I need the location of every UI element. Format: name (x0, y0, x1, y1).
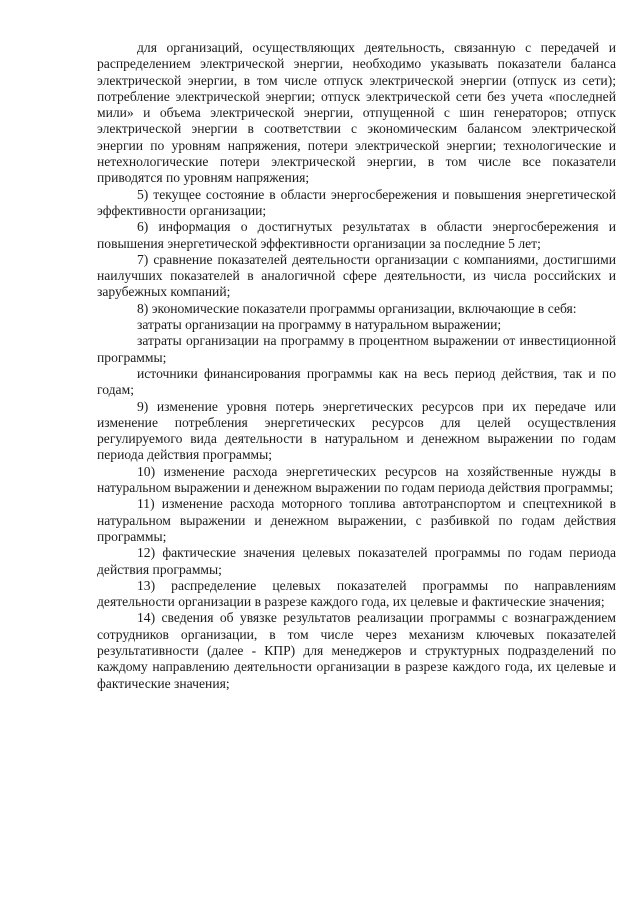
paragraph-item-8: 8) экономические показатели программы организации, включающие в себя: (137, 300, 577, 316)
paragraph-item-13: 13) распределение целевых показателей программы по направлениям деятельности организации в разрезе каждого года, их целевые и фактические значения; (97, 577, 616, 610)
paragraph-item-9: 9) изменение уровня потерь энергетических ресурсов при их передаче или изменение потребления энергетических ресурсов для целей осуществления регулируемого вида деятельности в натуральном и денежном выражении по годам периода действия программы; (97, 398, 616, 463)
paragraph-item-12: 12) фактические значения целевых показателей программы по годам периода действия программы; (97, 545, 616, 577)
paragraph-item-8-costs-natural: затраты организации на программу в натуральном выражении; (137, 317, 502, 333)
paragraph-item-8-costs-percent: затраты организации на программу в процентном выражении от инвестиционной программы; (97, 333, 616, 365)
document-body (97, 40, 616, 692)
paragraph-item-6: 6) информация о достигнутых результатах в области энергосбережения и повышения энергетической эффективности организации за последние 5 лет; (97, 219, 616, 251)
paragraph-item-14: 14) сведения об увязке результатов реализации программы с вознаграждением сотрудников организации, в том числе через механизм ключевых показателей результативности (далее - КПР) для менеджеров и структурных подразделений по каждому направлению деятельности организации в разрезе каждого года, их целевые и фактические значения; (97, 610, 616, 691)
paragraph-continuation: для организаций, осуществляющих деятельность, связанную с передачей и распределением электрической энергии, необходимо указывать показатели баланса электрической энергии, в том числе отпуск электрической энергии (отпуск из сети); потребление электрической энергии; отпуск электрической сети без учета «последней мили» и объема электрической энергии, отпущенной с шин генераторов; отпуск электрической энергии в соответствии с экономическим балансом электрической энергии по уровням напряжения, потери электрической энергии; технологические и нетехнологические потери электрической энергии, в том числе все показатели приводятся по уровням напряжения; (97, 40, 616, 186)
paragraph-item-5: 5) текущее состояние в области энергосбережения и повышения энергетической эффективности организации; (97, 186, 616, 218)
paragraph-item-11: 11) изменение расхода моторного топлива автотранспортом и спецтехникой в натуральном выражении и денежном выражении, с разбивкой по годам действия программы; (97, 496, 616, 544)
paragraph-item-10: 10) изменение расхода энергетических ресурсов на хозяйственные нужды в натуральном выражении и денежном выражении по годам периода действия программы; (97, 463, 616, 496)
paragraph-item-8-funding-sources: источники финансирования программы как на весь период действия, так и по годам; (97, 365, 616, 398)
paragraph-item-7: 7) сравнение показателей деятельности организации с компаниями, достигшими наилучших показателей в аналогичной сфере деятельности, из числа российских и зарубежных компаний; (97, 251, 616, 300)
